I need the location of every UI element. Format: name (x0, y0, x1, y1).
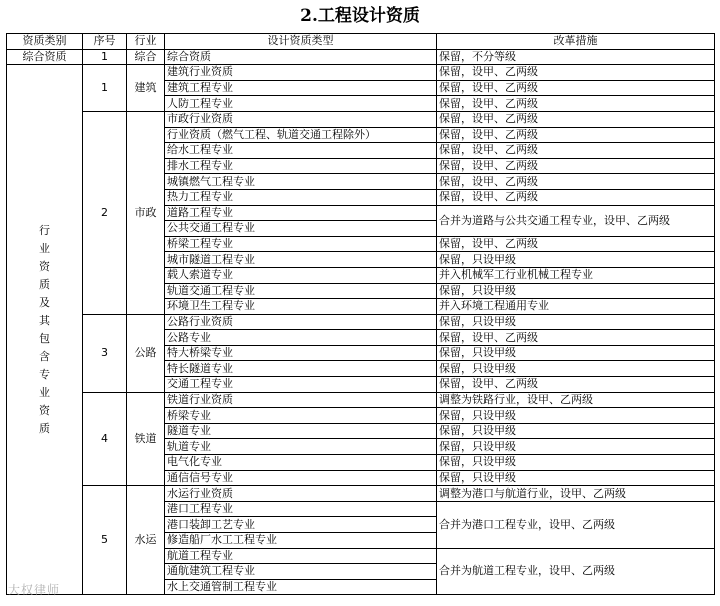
type-cell: 载人索道专业 (165, 267, 437, 283)
measure-cell: 保留，设甲、乙两级 (437, 65, 715, 81)
type-cell: 特长隧道专业 (165, 361, 437, 377)
number-cell: 1 (83, 65, 127, 112)
type-cell: 排水工程专业 (165, 158, 437, 174)
measure-cell: 保留，只设甲级 (437, 470, 715, 486)
column-header: 序号 (83, 34, 127, 50)
category-char: 行 (39, 223, 50, 237)
measure-cell: 保留，设甲、乙两级 (437, 330, 715, 346)
number-cell: 2 (83, 111, 127, 314)
type-cell: 铁道行业资质 (165, 392, 437, 408)
type-cell: 轨道交通工程专业 (165, 283, 437, 299)
type-cell: 公路专业 (165, 330, 437, 346)
category-char: 资 (39, 403, 50, 417)
measure-cell: 保留，只设甲级 (437, 361, 715, 377)
column-header: 行业 (127, 34, 165, 50)
measure-cell: 合并为港口工程专业，设甲、乙两级 (437, 501, 715, 548)
type-cell: 城镇燃气工程专业 (165, 174, 437, 190)
number-cell: 1 (83, 49, 127, 65)
type-cell: 环境卫生工程专业 (165, 299, 437, 315)
qualification-table (6, 33, 715, 595)
measure-cell: 调整为铁路行业，设甲、乙两级 (437, 392, 715, 408)
measure-cell: 保留，设甲、乙两级 (437, 189, 715, 205)
measure-cell: 保留，只设甲级 (437, 455, 715, 471)
table-row (7, 111, 715, 127)
type-cell: 行业资质（燃气工程、轨道交通工程除外） (165, 127, 437, 143)
category-char: 含 (39, 349, 50, 363)
type-cell: 通信信号专业 (165, 470, 437, 486)
type-cell: 公路行业资质 (165, 314, 437, 330)
type-cell: 建筑工程专业 (165, 80, 437, 96)
measure-cell: 保留，只设甲级 (437, 283, 715, 299)
document-title: 2.工程设计资质 (300, 6, 420, 26)
industry-cell: 综合 (127, 49, 165, 65)
table-row (7, 314, 715, 330)
industry-cell: 水运 (127, 486, 165, 595)
type-cell: 交通工程专业 (165, 377, 437, 393)
type-cell: 航道工程专业 (165, 548, 437, 564)
measure-cell: 合并为航道工程专业，设甲、乙两级 (437, 548, 715, 595)
type-cell: 桥梁专业 (165, 408, 437, 424)
type-cell: 给水工程专业 (165, 143, 437, 159)
column-header: 改革措施 (437, 34, 715, 50)
type-cell: 市政行业资质 (165, 111, 437, 127)
category-cell (7, 65, 83, 595)
type-cell: 城市隧道工程专业 (165, 252, 437, 268)
type-cell: 隧道专业 (165, 423, 437, 439)
measure-cell: 调整为港口与航道行业，设甲、乙两级 (437, 486, 715, 502)
type-cell: 公共交通工程专业 (165, 221, 437, 237)
measure-cell: 保留，设甲、乙两级 (437, 127, 715, 143)
measure-cell: 保留，设甲、乙两级 (437, 174, 715, 190)
measure-cell: 并入机械军工行业机械工程专业 (437, 267, 715, 283)
category-char: 质 (39, 277, 50, 291)
number-cell: 4 (83, 392, 127, 486)
measure-cell: 保留，只设甲级 (437, 408, 715, 424)
category-char: 专 (39, 367, 50, 381)
type-cell: 港口装卸工艺专业 (165, 517, 437, 533)
type-cell: 热力工程专业 (165, 189, 437, 205)
measure-cell: 保留，不分等级 (437, 49, 715, 65)
category-char: 资 (39, 259, 50, 273)
measure-cell: 保留，只设甲级 (437, 314, 715, 330)
type-cell: 人防工程专业 (165, 96, 437, 112)
industry-cell: 建筑 (127, 65, 165, 112)
column-header: 设计资质类型 (165, 34, 437, 50)
category-char: 及 (39, 295, 50, 309)
column-header: 资质类别 (7, 34, 83, 50)
measure-cell: 保留，只设甲级 (437, 252, 715, 268)
category-cell: 综合资质 (7, 49, 83, 65)
number-cell: 5 (83, 486, 127, 595)
category-char: 业 (39, 385, 50, 399)
table-row (7, 486, 715, 502)
type-cell: 桥梁工程专业 (165, 236, 437, 252)
measure-cell: 并入环境工程通用专业 (437, 299, 715, 315)
category-char: 包 (39, 331, 50, 345)
type-cell: 水运行业资质 (165, 486, 437, 502)
industry-cell: 铁道 (127, 392, 165, 486)
type-cell: 修造船厂水工工程专业 (165, 533, 437, 549)
type-cell: 综合资质 (165, 49, 437, 65)
measure-cell: 保留，设甲、乙两级 (437, 158, 715, 174)
measure-cell: 保留，设甲、乙两级 (437, 143, 715, 159)
measure-cell: 合并为道路与公共交通工程专业，设甲、乙两级 (437, 205, 715, 236)
measure-cell: 保留，设甲、乙两级 (437, 96, 715, 112)
measure-cell: 保留，只设甲级 (437, 439, 715, 455)
type-cell: 轨道专业 (165, 439, 437, 455)
industry-cell: 公路 (127, 314, 165, 392)
type-cell: 电气化专业 (165, 455, 437, 471)
type-cell: 建筑行业资质 (165, 65, 437, 81)
measure-cell: 保留，设甲、乙两级 (437, 236, 715, 252)
measure-cell: 保留，设甲、乙两级 (437, 111, 715, 127)
measure-cell: 保留，设甲、乙两级 (437, 377, 715, 393)
header-row (7, 34, 715, 50)
table-row (7, 65, 715, 81)
category-char: 其 (39, 313, 50, 327)
watermark: 大权律师 (8, 583, 61, 597)
category-char: 质 (39, 421, 50, 435)
type-cell: 道路工程专业 (165, 205, 437, 221)
measure-cell: 保留，只设甲级 (437, 345, 715, 361)
measure-cell: 保留，设甲、乙两级 (437, 80, 715, 96)
industry-cell: 市政 (127, 111, 165, 314)
number-cell: 3 (83, 314, 127, 392)
type-cell: 特大桥梁专业 (165, 345, 437, 361)
table-row (7, 392, 715, 408)
type-cell: 港口工程专业 (165, 501, 437, 517)
table-row (7, 49, 715, 65)
category-char: 业 (39, 241, 50, 255)
type-cell: 通航建筑工程专业 (165, 564, 437, 580)
measure-cell: 保留，只设甲级 (437, 423, 715, 439)
type-cell: 水上交通管制工程专业 (165, 579, 437, 595)
